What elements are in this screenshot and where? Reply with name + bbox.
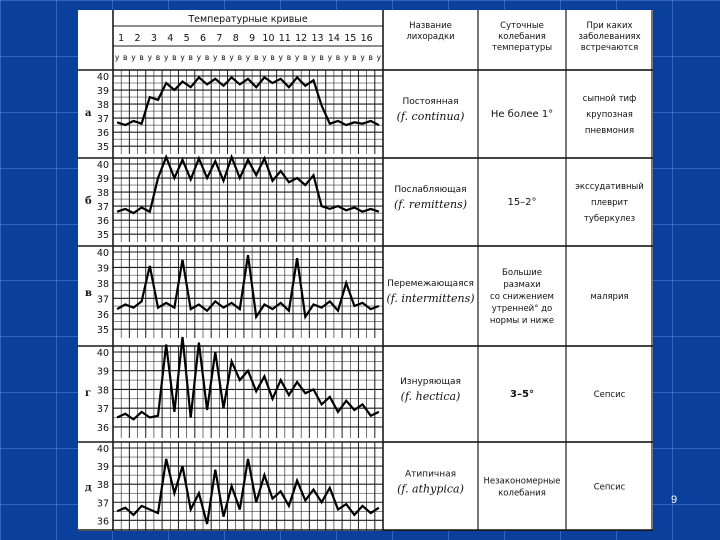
day-number: 1	[118, 33, 125, 44]
day-number: 9	[249, 33, 256, 44]
temperature-tick: 36	[96, 216, 109, 228]
temperature-tick: 37	[96, 202, 109, 214]
fever-name: Перемежающаяся	[387, 279, 474, 289]
day-number: 7	[216, 33, 223, 44]
time-mark: у	[278, 53, 283, 62]
disease-name: Сепсис	[593, 482, 626, 493]
time-mark: в	[155, 53, 161, 62]
temperature-tick: 40	[96, 160, 109, 171]
day-number: 6	[199, 33, 207, 44]
temperature-tick: 38	[96, 100, 109, 112]
disease-name: туберкулез	[583, 214, 636, 224]
daily-fluctuation: колебания	[498, 488, 546, 499]
temperature-tick: 35	[96, 142, 109, 154]
time-mark: у	[376, 53, 382, 62]
fever-latin-name: (f. intermittens)	[386, 292, 475, 305]
column-header-daily: температуры	[491, 43, 553, 53]
column-header-daily: колебания	[498, 32, 546, 42]
daily-fluctuation: утренней° до	[491, 304, 553, 314]
chart-header: Температурные кривые	[188, 14, 308, 25]
temperature-tick: 38	[96, 278, 109, 290]
time-mark: в	[188, 53, 193, 62]
day-number: 3	[150, 33, 157, 44]
time-mark: в	[319, 53, 324, 62]
day-number: 10	[262, 33, 275, 44]
time-mark: у	[343, 53, 349, 62]
time-mark: у	[245, 53, 251, 62]
daily-fluctuation: Незакономерные	[483, 476, 561, 487]
temperature-tick: 40	[96, 348, 109, 359]
disease-name: малярия	[590, 292, 629, 302]
time-mark: у	[147, 53, 153, 62]
fever-curve	[117, 459, 379, 524]
temperature-tick: 39	[96, 174, 109, 186]
time-mark: у	[294, 53, 300, 62]
time-mark: у	[131, 53, 136, 62]
temperature-tick: 39	[96, 366, 109, 378]
disease-name: сыпной тиф	[582, 94, 637, 104]
time-mark: в	[253, 53, 259, 62]
fever-latin-name: (f. continua)	[396, 110, 465, 123]
row-letter: в	[85, 288, 92, 299]
day-number: 5	[183, 33, 190, 44]
disease-name: пневмония	[584, 126, 635, 136]
day-number: 4	[167, 33, 174, 44]
daily-fluctuation: со снижением	[490, 292, 554, 302]
day-number: 15	[344, 33, 357, 44]
time-mark: в	[335, 53, 341, 62]
fever-curve	[117, 337, 379, 419]
disease-name: плеврит	[590, 198, 629, 208]
time-mark: в	[237, 53, 243, 62]
temperature-tick: 35	[96, 230, 109, 242]
time-mark: в	[221, 53, 226, 62]
temperature-tick: 38	[96, 480, 109, 492]
fever-name: Постоянная	[402, 97, 459, 107]
fever-name: Изнуряющая	[400, 377, 461, 387]
daily-fluctuation: размахи	[503, 280, 541, 290]
fever-latin-name: (f. remittens)	[393, 198, 468, 211]
temperature-tick: 40	[96, 444, 109, 455]
day-number: 2	[134, 33, 141, 44]
row-letter: б	[85, 196, 92, 207]
temperature-tick: 40	[96, 72, 109, 83]
day-number: 13	[311, 33, 324, 44]
daily-fluctuation: нормы и ниже	[489, 316, 555, 326]
time-mark: у	[213, 53, 218, 62]
time-mark: в	[368, 53, 373, 62]
day-number: 11	[278, 33, 291, 44]
row-letter: г	[85, 388, 92, 399]
time-mark: у	[163, 53, 169, 62]
temperature-tick: 37	[96, 294, 109, 306]
temperature-tick: 38	[96, 385, 109, 397]
temperature-tick: 39	[96, 462, 109, 474]
temperature-tick: 39	[96, 86, 109, 98]
fever-name: Атипичная	[404, 469, 457, 480]
column-header-name: лихорадки	[406, 32, 455, 42]
daily-fluctuation: 3–5°	[510, 389, 534, 400]
day-number: 8	[232, 33, 239, 44]
time-mark: в	[204, 53, 210, 62]
time-mark: у	[180, 53, 185, 62]
column-header-diseases: При каких	[586, 21, 633, 31]
time-mark: у	[229, 53, 234, 62]
temperature-tick: 36	[96, 128, 109, 140]
temperature-tick: 36	[96, 422, 109, 434]
column-header-diseases: заболеваниях	[578, 32, 641, 42]
daily-fluctuation: Большие	[501, 268, 543, 278]
column-header-daily: Суточные	[500, 21, 544, 31]
day-number: 16	[360, 33, 373, 44]
time-mark: у	[196, 53, 202, 62]
fever-latin-name: (f. athypica)	[397, 482, 464, 496]
row-letter: д	[85, 482, 92, 494]
row-letter: а	[85, 108, 92, 119]
column-header-name: Название	[409, 21, 452, 31]
time-mark: в	[172, 53, 177, 62]
daily-fluctuation: 15–2°	[507, 197, 537, 208]
disease-name: Сепсис	[593, 390, 626, 400]
time-mark: у	[262, 53, 267, 62]
time-mark: в	[352, 53, 357, 62]
temperature-tick: 37	[96, 404, 109, 416]
temperature-tick: 40	[96, 248, 109, 259]
time-mark: в	[270, 53, 275, 62]
time-mark: у	[327, 53, 333, 62]
time-mark: в	[139, 53, 144, 62]
time-mark: в	[303, 53, 308, 62]
page-number: 9	[670, 494, 678, 506]
fever-latin-name: (f. hectica)	[400, 390, 461, 403]
fever-types-table	[78, 10, 653, 531]
disease-name: крупозная	[586, 110, 633, 120]
time-mark: в	[123, 53, 128, 62]
time-mark: у	[311, 53, 316, 62]
temperature-tick: 36	[96, 309, 109, 321]
column-header-diseases: встречаются	[580, 43, 639, 53]
temperature-tick: 38	[96, 188, 109, 200]
daily-fluctuation: Не более 1°	[490, 109, 554, 120]
day-number: 12	[295, 33, 308, 44]
temperature-tick: 37	[96, 498, 109, 510]
time-mark: у	[114, 53, 120, 62]
temperature-tick: 37	[96, 114, 109, 126]
fever-table-drawing	[78, 10, 653, 531]
time-mark: в	[286, 53, 292, 62]
temperature-tick: 36	[96, 516, 109, 528]
temperature-tick: 39	[96, 263, 109, 275]
time-mark: у	[360, 53, 365, 62]
fever-name: Послабляющая	[394, 185, 467, 195]
disease-name: экссудативный	[575, 182, 644, 192]
temperature-tick: 35	[96, 325, 109, 337]
fever-curve	[117, 255, 379, 317]
day-number: 14	[327, 33, 340, 44]
